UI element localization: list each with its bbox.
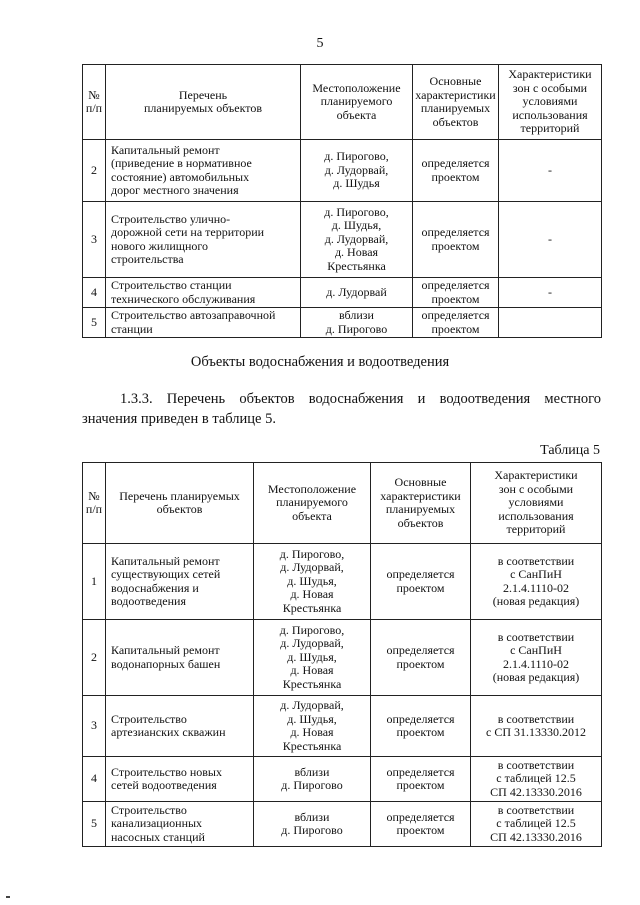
row-num: 4 <box>83 278 106 308</box>
table-row <box>83 202 602 278</box>
scan-mark <box>6 896 10 898</box>
row-zones: в соответствии с СанПиН 2.1.4.1110-02 (новая редакция) <box>471 620 602 696</box>
row-name: Капитальный ремонт водонапорных башен <box>106 620 254 696</box>
paragraph-line-2: значения приведен в таблице 5. <box>82 411 276 427</box>
row-num: 4 <box>83 757 106 802</box>
row-name: Строительство новых сетей водоотведения <box>106 757 254 802</box>
header-objects: Перечень планируемых объектов <box>106 65 301 140</box>
row-zones: в соответствии с таблицей 12.5 СП 42.13330.2016 <box>471 757 602 802</box>
row-characteristics: определяется проектом <box>371 802 471 847</box>
row-characteristics: определяется проектом <box>371 696 471 757</box>
row-num: 2 <box>83 140 106 202</box>
row-zones: в соответствии с таблицей 12.5 СП 42.13330.2016 <box>471 802 602 847</box>
row-zones: - <box>499 140 602 202</box>
objects-table-continued <box>82 64 602 338</box>
row-characteristics: определяется проектом <box>371 620 471 696</box>
table-row <box>83 278 602 308</box>
row-name: Строительство автозаправочной станции <box>106 308 301 338</box>
row-name: Строительство артезианских скважин <box>106 696 254 757</box>
row-location: вблизи д. Пирогово <box>254 802 371 847</box>
row-location: вблизи д. Пирогово <box>254 757 371 802</box>
row-location: д. Пирогово, д. Лудорвай, д. Шудья, д. Новая Крестьянка <box>254 544 371 620</box>
table-label: Таблица 5 <box>540 443 600 458</box>
header-location: Местоположение планируемого объекта <box>254 463 371 544</box>
table-row <box>83 140 602 202</box>
water-supply-table <box>82 462 602 847</box>
row-characteristics: определяется проектом <box>413 308 499 338</box>
header-zones: Характеристики зон с особыми условиями использования территорий <box>499 65 602 140</box>
row-location: д. Лудорвай, д. Шудья, д. Новая Крестьянка <box>254 696 371 757</box>
table-row <box>83 544 602 620</box>
row-name: Строительство станции технического обслуживания <box>106 278 301 308</box>
row-name: Капитальный ремонт (приведение в нормативное состояние) автомобильных дорог местного значения <box>106 140 301 202</box>
row-characteristics: определяется проектом <box>413 202 499 278</box>
row-num: 1 <box>83 544 106 620</box>
row-characteristics: определяется проектом <box>413 140 499 202</box>
header-zones: Характеристики зон с особыми условиями использования территорий <box>471 463 602 544</box>
section-title: Объекты водоснабжения и водоотведения <box>190 354 450 370</box>
header-location: Местоположение планируемого объекта <box>301 65 413 140</box>
header-objects: Перечень планируемых объектов <box>106 463 254 544</box>
row-location: д. Лудорвай <box>301 278 413 308</box>
row-location: д. Пирогово, д. Шудья, д. Лудорвай, д. Новая Крестьянка <box>301 202 413 278</box>
row-zones: - <box>499 278 602 308</box>
row-characteristics: определяется проектом <box>371 544 471 620</box>
row-num: 3 <box>83 696 106 757</box>
row-characteristics: определяется проектом <box>371 757 471 802</box>
row-num: 2 <box>83 620 106 696</box>
row-name: Капитальный ремонт существующих сетей водоснабжения и водоотведения <box>106 544 254 620</box>
header-characteristics: Основные характеристики планируемых объектов <box>371 463 471 544</box>
row-zones: в соответствии с СП 31.13330.2012 <box>471 696 602 757</box>
row-name: Строительство улично- дорожной сети на территории нового жилищного строительства <box>106 202 301 278</box>
header-characteristics: Основные характеристики планируемых объектов <box>413 65 499 140</box>
table-row <box>83 620 602 696</box>
paragraph <box>82 389 601 429</box>
table-row <box>83 802 602 847</box>
table-row <box>83 696 602 757</box>
table-row <box>83 757 602 802</box>
table-row <box>83 308 602 338</box>
paragraph-line-1: 1.3.3. Перечень объектов водоснабжения и водоотведения местного <box>120 391 601 407</box>
row-location: вблизи д. Пирогово <box>301 308 413 338</box>
row-characteristics: определяется проектом <box>413 278 499 308</box>
row-zones: - <box>499 202 602 278</box>
row-num: 5 <box>83 802 106 847</box>
header-num: № п/п <box>83 65 106 140</box>
row-zones: в соответствии с СанПиН 2.1.4.1110-02 (новая редакция) <box>471 544 602 620</box>
row-name: Строительство канализационных насосных станций <box>106 802 254 847</box>
row-location: д. Пирогово, д. Лудорвай, д. Шудья, д. Новая Крестьянка <box>254 620 371 696</box>
page-number: 5 <box>316 36 324 51</box>
row-location: д. Пирогово, д. Лудорвай, д. Шудья <box>301 140 413 202</box>
table-header-row <box>83 463 602 544</box>
header-num: № п/п <box>83 463 106 544</box>
row-zones <box>499 308 602 338</box>
row-num: 5 <box>83 308 106 338</box>
table-header-row <box>83 65 602 140</box>
row-num: 3 <box>83 202 106 278</box>
